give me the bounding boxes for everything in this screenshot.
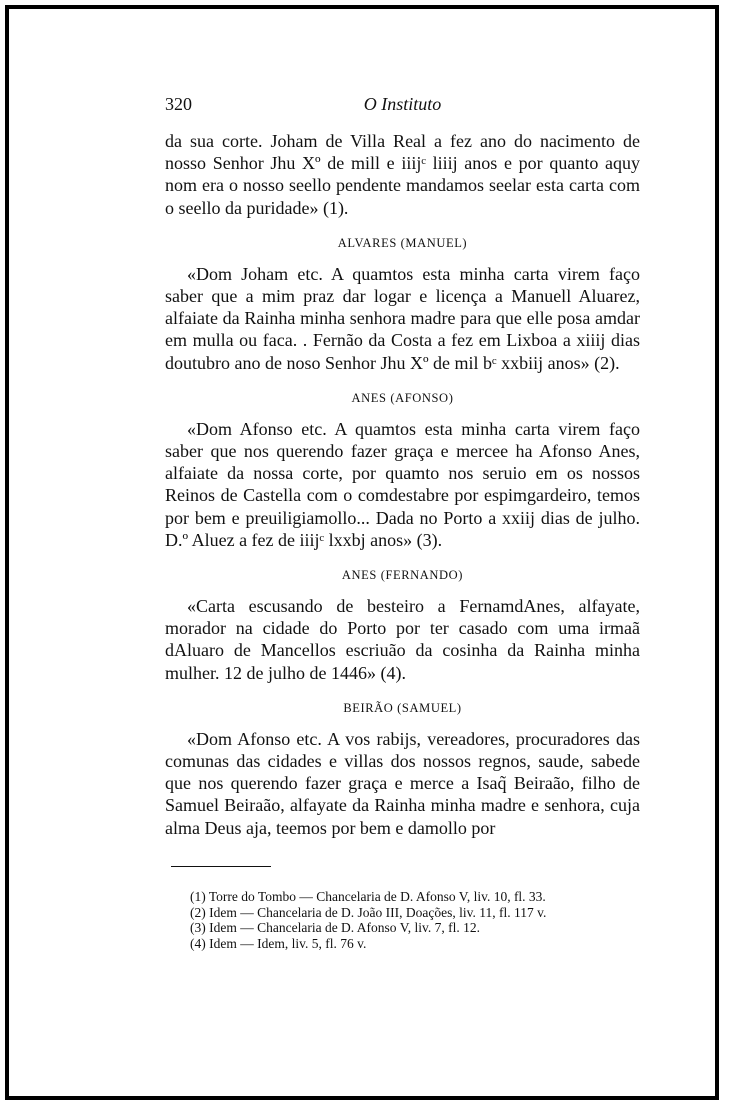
body-text xyxy=(165,130,640,839)
entry-heading-alvares: ALVARES (MANUEL) xyxy=(337,235,468,250)
paragraph-continuation: da sua corte. Joham de Villa Real a fez ano do nacimento de nosso Senhor Jhu Xº de mill e iiijᶜ liiij anos e por quanto aquy nom era o nosso seello pendente mandamos seelar esta carta com o seello da puridade» (1). xyxy=(165,131,640,218)
page-header xyxy=(165,94,640,120)
entry-heading-anes-afonso: ANES (AFONSO) xyxy=(351,390,454,405)
paragraph-alvares: «Dom Joham etc. A quamtos esta minha carta virem faço saber que a mim praz dar logar e licença a Manuell Aluarez, alfaiate da Rainha minha senhora madre para que elle posa amdar em mulla ou faca. . Fernão da Costa a fez em Lixboa a xiiij dias doutubro ano de noso Senhor Jhu Xº de mil bᶜ xxbiij anos» (2). xyxy=(165,263,640,373)
footnote-3: (3) Idem — Chancelaria de D. Afonso V, liv. 7, fl. 12. xyxy=(190,920,480,935)
paragraph-anes-afonso: «Dom Afonso etc. A quamtos esta minha carta virem faço saber que nos querendo fazer graça e mercee ha Afonso Anes, alfaiate da nossa corte, por quamto nos seruio em os nossos Reinos de Castella com o comdestabre por espimgardeiro, temos por bem e preuiligiamollo... Dada no Porto a xxiij dias de julho. D.º Aluez a fez de iiijᶜ lxxbj anos» (3). xyxy=(165,418,640,550)
footnote-divider xyxy=(171,866,271,867)
paragraph-anes-fernando: «Carta escusando de besteiro a FernamdAnes, alfayate, morador na cidade do Porto por ter casado com uma irmaã dAluaro de Mancellos escriuão da cosinha da Rainha minha mulher. 12 de julho de 1446» (4). xyxy=(165,596,640,683)
footnote-1: (1) Torre do Tombo — Chancelaria de D. Afonso V, liv. 10, fl. 33. xyxy=(190,889,546,904)
entry-heading-anes-fernando: ANES (FERNANDO) xyxy=(341,568,464,583)
page-number: 320 xyxy=(165,94,192,114)
entry-heading-beirao: BEIRÃO (SAMUEL) xyxy=(343,700,462,715)
paragraph-beirao: «Dom Afonso etc. A vos rabijs, vereadores, procuradores das comunas das cidades e villas dos nossos regnos, saude, sabede que nos querendo fazer graça e merce a Isaq̃ Beiraão, filho de Samuel Beiraão, alfayate da Rainha minha madre e senhora, cuja alma Deus aja, teemos por bem e damollo por xyxy=(165,728,640,838)
running-title: O Instituto xyxy=(363,94,442,114)
footnote-2: (2) Idem — Chancelaria de D. João III, Doações, liv. 11, fl. 117 v. xyxy=(190,904,547,920)
footnote-4: (4) Idem — Idem, liv. 5, fl. 76 v. xyxy=(190,935,367,951)
footnotes xyxy=(190,889,640,951)
